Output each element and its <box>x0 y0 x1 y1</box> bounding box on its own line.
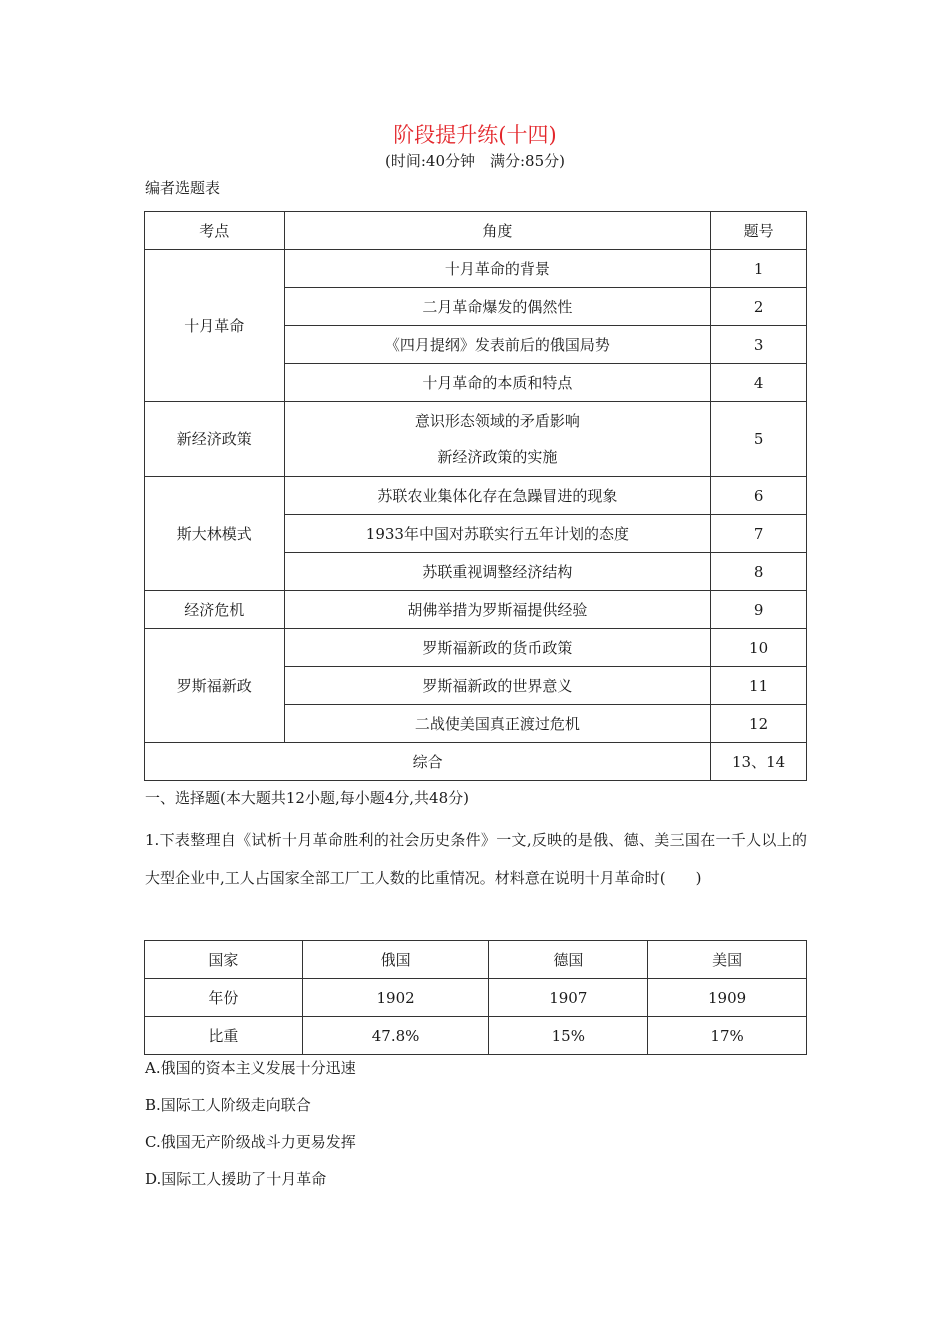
table-row <box>145 1017 807 1055</box>
header-cell-number: 题号 <box>711 212 807 250</box>
angle-cell: 十月革命的背景 <box>284 250 711 288</box>
header-cell-angle: 角度 <box>284 212 711 250</box>
table-row <box>145 629 807 667</box>
option-a: A.俄国的资本主义发展十分迅速 <box>145 1059 356 1077</box>
topic-cell: 斯大林模式 <box>145 477 285 591</box>
angle-cell: 1933年中国对苏联实行五年计划的态度 <box>284 515 711 553</box>
data-cell: 47.8% <box>302 1017 489 1055</box>
number-cell: 11 <box>711 667 807 705</box>
data-cell: 德国 <box>489 941 648 979</box>
angle-cell: 二月革命爆发的偶然性 <box>284 288 711 326</box>
number-cell: 2 <box>711 288 807 326</box>
data-cell: 俄国 <box>302 941 489 979</box>
header-cell-topic: 考点 <box>145 212 285 250</box>
topic-cell: 罗斯福新政 <box>145 629 285 743</box>
data-cell: 美国 <box>648 941 807 979</box>
number-cell: 9 <box>711 591 807 629</box>
table-row <box>145 591 807 629</box>
page-title: 阶段提升练(十四) <box>393 123 557 147</box>
data-cell: 年份 <box>145 979 303 1017</box>
number-cell: 3 <box>711 326 807 364</box>
option-c: C.俄国无产阶级战斗力更易发挥 <box>145 1133 356 1151</box>
data-cell: 1902 <box>302 979 489 1017</box>
option-b: B.国际工人阶级走向联合 <box>145 1096 311 1114</box>
topic-index-table <box>144 211 807 781</box>
topic-cell: 十月革命 <box>145 250 285 402</box>
number-cell: 4 <box>711 364 807 402</box>
data-cell: 国家 <box>145 941 303 979</box>
table-row <box>145 477 807 515</box>
number-cell: 6 <box>711 477 807 515</box>
angle-cell: 苏联农业集体化存在急躁冒进的现象 <box>284 477 711 515</box>
table-row <box>145 941 807 979</box>
data-cell: 15% <box>489 1017 648 1055</box>
data-cell: 比重 <box>145 1017 303 1055</box>
number-cell: 5 <box>711 402 807 477</box>
topic-cell: 经济危机 <box>145 591 285 629</box>
summary-number-cell: 13、14 <box>711 743 807 781</box>
angle-cell <box>284 402 711 477</box>
number-cell: 7 <box>711 515 807 553</box>
data-cell: 1907 <box>489 979 648 1017</box>
angle-cell: 苏联重视调整经济结构 <box>284 553 711 591</box>
table-summary-row <box>145 743 807 781</box>
angle-cell: 罗斯福新政的货币政策 <box>284 629 711 667</box>
table-row <box>145 402 807 477</box>
angle-cell: 罗斯福新政的世界意义 <box>284 667 711 705</box>
number-cell: 1 <box>711 250 807 288</box>
question-1-data-table <box>144 940 807 1055</box>
topic-cell: 新经济政策 <box>145 402 285 477</box>
table-row <box>145 250 807 288</box>
number-cell: 12 <box>711 705 807 743</box>
table-row <box>145 979 807 1017</box>
summary-label-cell: 综合 <box>145 743 711 781</box>
table-caption: 编者选题表 <box>145 179 221 197</box>
angle-line: 新经济政策的实施 <box>437 448 558 466</box>
data-cell: 1909 <box>648 979 807 1017</box>
angle-cell: 十月革命的本质和特点 <box>284 364 711 402</box>
number-cell: 10 <box>711 629 807 667</box>
angle-cell: 《四月提纲》发表前后的俄国局势 <box>284 326 711 364</box>
angle-cell: 二战使美国真正渡过危机 <box>284 705 711 743</box>
angle-cell: 胡佛举措为罗斯福提供经验 <box>284 591 711 629</box>
question-1-stem: 1.下表整理自《试析十月革命胜利的社会历史条件》一文,反映的是俄、德、美三国在一千人以上的大型企业中,工人占国家全部工厂工人数的比重情况。材料意在说明十月革命时( ) <box>145 831 807 887</box>
table-header-row <box>145 212 807 250</box>
section-heading: 一、选择题(本大题共12小题,每小题4分,共48分) <box>145 789 469 807</box>
number-cell: 8 <box>711 553 807 591</box>
angle-line: 意识形态领域的矛盾影响 <box>414 412 580 430</box>
data-cell: 17% <box>648 1017 807 1055</box>
page-subtitle: (时间:40分钟 满分:85分) <box>385 152 565 170</box>
option-d: D.国际工人援助了十月革命 <box>145 1170 327 1188</box>
